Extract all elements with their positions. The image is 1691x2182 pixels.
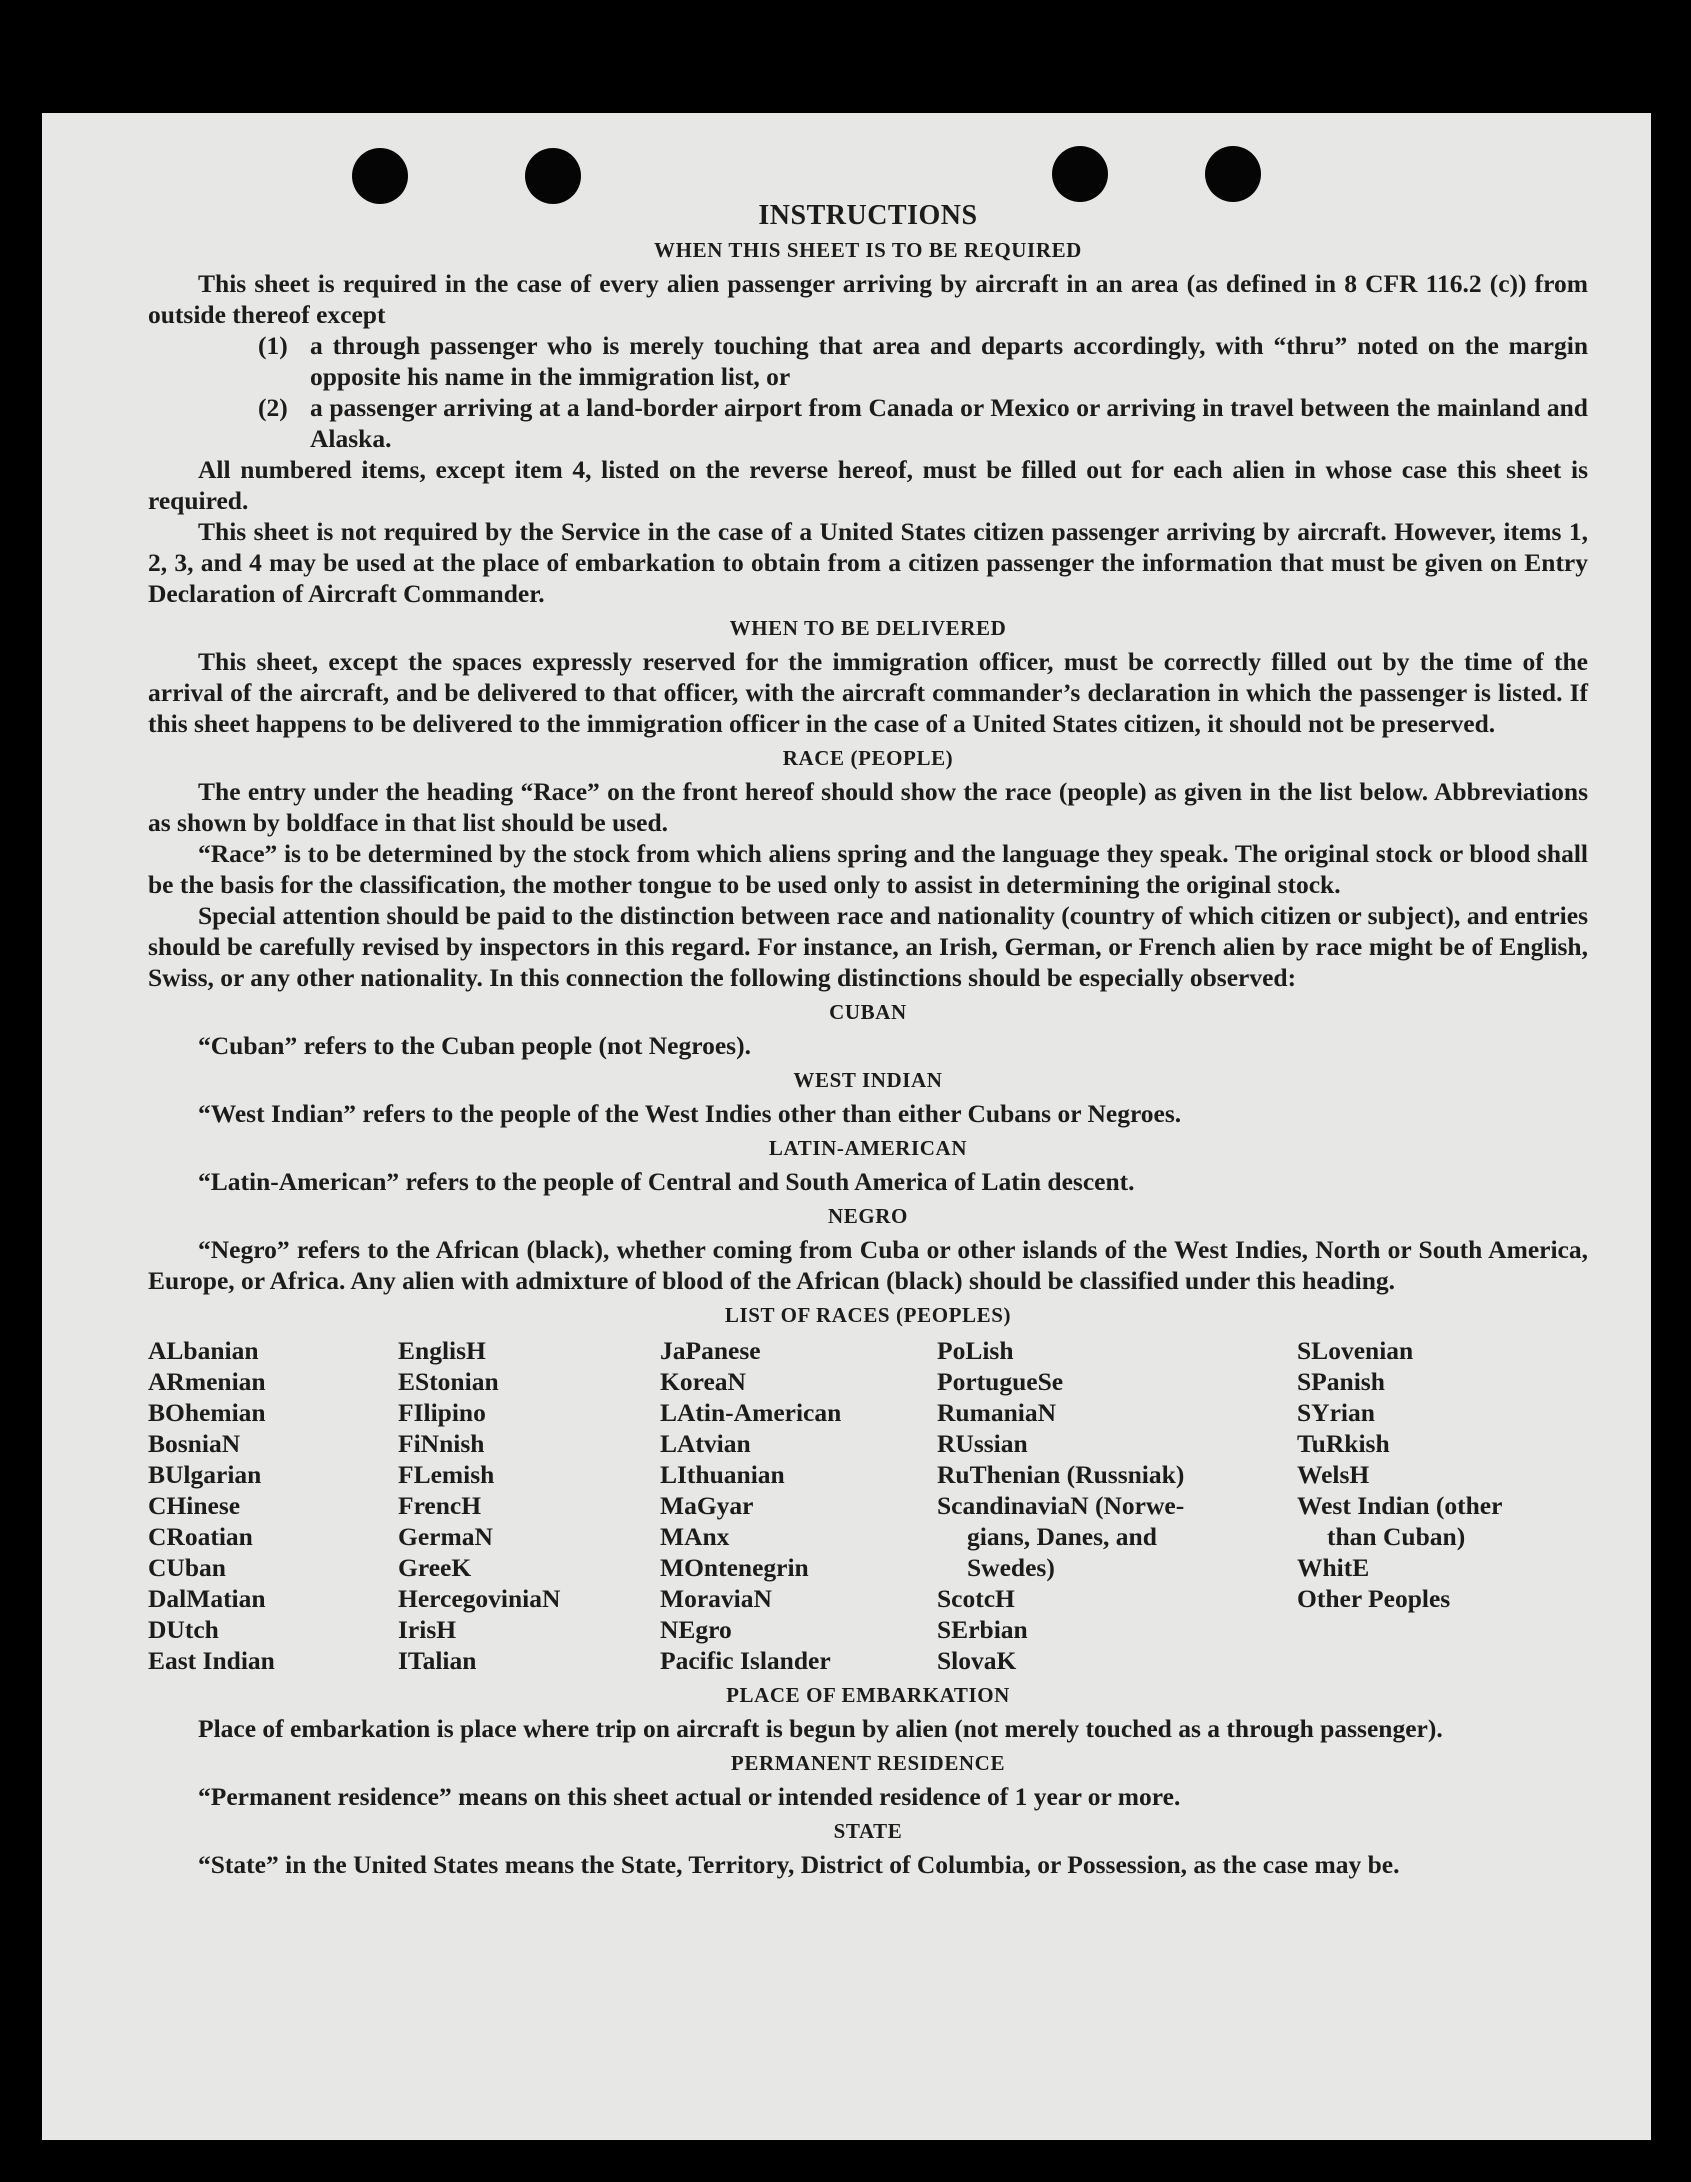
race-entry: SErbian — [937, 1615, 1028, 1644]
paragraph: “Cuban” refers to the Cuban people (not Negroes). — [198, 1031, 751, 1060]
paragraph: “Latin-American” refers to the people of Central and South America of Latin descent. — [198, 1167, 1135, 1196]
race-entry: gians, Danes, and — [967, 1522, 1157, 1551]
punch-hole — [525, 148, 581, 204]
race-entry: PoLish — [937, 1336, 1014, 1365]
race-entry: BOhemian — [148, 1398, 266, 1427]
paragraph: The entry under the heading “Race” on the front hereof should show the race (people) as given in the list below. Abbreviations as shown by boldface in that list should be used. — [148, 777, 1588, 837]
race-entry: MAnx — [660, 1522, 730, 1551]
race-column — [148, 1335, 398, 1676]
section-heading: PLACE OF EMBARKATION — [726, 1683, 1010, 1707]
list-number: (2) — [258, 393, 288, 422]
race-entry: MoraviaN — [660, 1584, 772, 1613]
race-entry: EnglisH — [398, 1336, 486, 1365]
section-heading: RACE (PEOPLE) — [782, 746, 954, 770]
race-entry: ScotcH — [937, 1584, 1015, 1613]
section-heading: WEST INDIAN — [793, 1068, 943, 1092]
race-entry: TuRkish — [1297, 1429, 1390, 1458]
document-page — [42, 113, 1651, 2140]
race-entry: HercegoviniaN — [398, 1584, 561, 1613]
race-entry: WhitE — [1297, 1553, 1370, 1582]
race-entry: CHinese — [148, 1491, 241, 1520]
race-entry: Pacific Islander — [660, 1646, 831, 1675]
race-entry: Swedes) — [967, 1553, 1055, 1582]
race-entry: FiNnish — [398, 1429, 485, 1458]
race-entry: FLemish — [398, 1460, 495, 1489]
page-title: INSTRUCTIONS — [758, 200, 978, 231]
race-entry: SlovaK — [937, 1646, 1017, 1675]
race-column — [937, 1335, 1297, 1676]
race-column — [660, 1335, 937, 1676]
race-entry: GreeK — [398, 1553, 472, 1582]
race-entry: East Indian — [148, 1646, 275, 1675]
paragraph: This sheet, except the spaces expressly reserved for the immigration officer, must be correctly filled out by the time of the arrival of the aircraft, and be delivered to that officer, with the aircraft commander’s declaration in which the passenger is listed. If this sheet happens to be delivered to the immigration officer in the case of a United States citizen, it should not be preserved. — [148, 647, 1588, 738]
section-heading: STATE — [833, 1819, 903, 1843]
paragraph: “Negro” refers to the African (black), whether coming from Cuba or other islands of the West Indies, North or South America, Europe, or Africa. Any alien with admixture of blood of the African (black) should be classified under this heading. — [148, 1235, 1588, 1295]
race-entry: SLovenian — [1297, 1336, 1414, 1365]
list-text: a through passenger who is merely touching that area and departs accordingly, with “thru” noted on the margin opposite his name in the immigration list, or — [310, 331, 1588, 391]
race-entry: BUlgarian — [148, 1460, 262, 1489]
paragraph: “Race” is to be determined by the stock from which aliens spring and the language they speak. The original stock or blood shall be the basis for the classification, the mother tongue to be used only to assist in determining the original stock. — [148, 839, 1588, 899]
race-entry: CRoatian — [148, 1522, 253, 1551]
instructions-body — [148, 200, 1588, 1880]
race-entry: MOntenegrin — [660, 1553, 809, 1582]
race-entry: SYrian — [1297, 1398, 1375, 1427]
race-entry: ScandinaviaN (Norwe- — [937, 1491, 1185, 1520]
race-entry: RUssian — [937, 1429, 1028, 1458]
race-list — [148, 1335, 1588, 1676]
paragraph: This sheet is required in the case of every alien passenger arriving by aircraft in an area (as defined in 8 CFR 116.2 (c)) from outside thereof except — [148, 269, 1588, 329]
list-text: a passenger arriving at a land-border airport from Canada or Mexico or arriving in travel between the mainland and Alaska. — [310, 393, 1588, 453]
race-entry: MaGyar — [660, 1491, 754, 1520]
race-entry: DUtch — [148, 1615, 219, 1644]
race-entry: FIlipino — [398, 1398, 486, 1427]
paragraph: This sheet is not required by the Service in the case of a United States citizen passenger arriving by aircraft. However, items 1, 2, 3, and 4 may be used at the place of embarkation to obtain from a citizen passenger the information that must be given on Entry Declaration of Aircraft Commander. — [148, 517, 1588, 608]
race-entry: RumaniaN — [937, 1398, 1057, 1427]
list-item — [258, 330, 1588, 392]
section-heading: WHEN THIS SHEET IS TO BE REQUIRED — [654, 238, 1082, 262]
punch-hole — [1205, 146, 1261, 202]
paragraph: “State” in the United States means the State, Territory, District of Columbia, or Possession, as the case may be. — [198, 1850, 1400, 1879]
section-heading: NEGRO — [827, 1204, 908, 1228]
section-heading: LATIN-AMERICAN — [768, 1136, 968, 1160]
paragraph: Special attention should be paid to the distinction between race and nationality (country of which citizen or subject), and entries should be carefully revised by inspectors in this regard. For instance, an Irish, German, or French alien by race might be of English, Swiss, or any other nationality. In this connection the following distinctions should be especially observed: — [148, 901, 1588, 992]
section-heading: WHEN TO BE DELIVERED — [729, 616, 1007, 640]
race-entry: ARmenian — [148, 1367, 266, 1396]
race-entry: Other Peoples — [1297, 1584, 1451, 1613]
race-entry: WelsH — [1297, 1460, 1370, 1489]
race-entry: ITalian — [398, 1646, 477, 1675]
punch-hole — [1052, 146, 1108, 202]
race-entry: LAtvian — [660, 1429, 751, 1458]
race-entry: JaPanese — [660, 1336, 761, 1365]
race-entry: than Cuban) — [1327, 1522, 1466, 1551]
race-entry: GermaN — [398, 1522, 493, 1551]
race-entry: LAtin-American — [660, 1398, 842, 1427]
race-entry: ALbanian — [148, 1336, 259, 1365]
race-entry: SPanish — [1297, 1367, 1385, 1396]
race-entry: RuThenian (Russniak) — [937, 1460, 1185, 1489]
race-entry: LIthuanian — [660, 1460, 785, 1489]
race-entry: BosniaN — [148, 1429, 241, 1458]
race-entry: PortugueSe — [937, 1367, 1064, 1396]
race-entry: NEgro — [660, 1615, 732, 1644]
race-entry: DalMatian — [148, 1584, 266, 1613]
list-item — [258, 392, 1588, 454]
race-entry: KoreaN — [660, 1367, 746, 1396]
race-column — [398, 1335, 660, 1676]
section-heading: CUBAN — [829, 1000, 907, 1024]
paragraph: Place of embarkation is place where trip on aircraft is begun by alien (not merely touched as a through passenger). — [198, 1714, 1443, 1743]
race-entry: CUban — [148, 1553, 226, 1582]
list-number: (1) — [258, 331, 288, 360]
race-entry: West Indian (other — [1297, 1491, 1503, 1520]
punch-hole — [352, 148, 408, 204]
race-entry: FrencH — [398, 1491, 482, 1520]
paragraph: “West Indian” refers to the people of the West Indies other than either Cubans or Negroes. — [198, 1099, 1182, 1128]
paragraph: “Permanent residence” means on this sheet actual or intended residence of 1 year or more. — [198, 1782, 1181, 1811]
section-heading: PERMANENT RESIDENCE — [730, 1751, 1006, 1775]
paragraph: All numbered items, except item 4, listed on the reverse hereof, must be filled out for each alien in whose case this sheet is required. — [148, 455, 1588, 515]
race-entry: IrisH — [398, 1615, 457, 1644]
section-heading: LIST OF RACES (PEOPLES) — [724, 1303, 1012, 1327]
race-entry: EStonian — [398, 1367, 499, 1396]
race-column — [1297, 1335, 1588, 1676]
